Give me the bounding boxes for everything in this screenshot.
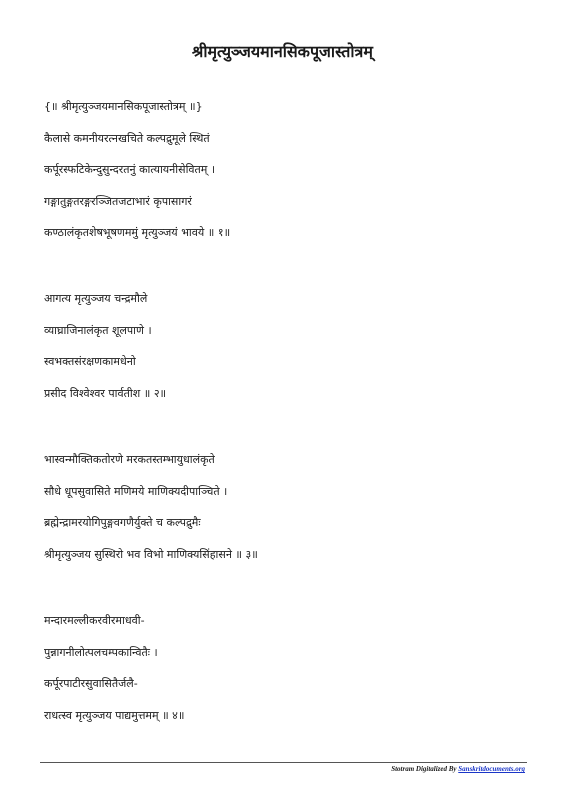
footer-prefix: Stotram Digitalized By [391,765,459,773]
verse-line: प्रसीद विश्वेश्वर पार्वतीश ॥ २॥ [44,386,167,400]
sanskritdocuments-link[interactable]: Sanskritdocuments.org [458,765,525,773]
verse-line: कर्पूरपाटीरसुवासितैर्जलै- [44,677,138,690]
verse-line: कैलासे कमनीयरत्नखचिते कल्पद्रुमूले स्थितं [44,131,210,145]
verse-line: ब्रह्मेन्द्रामरयोगिपुङ्गवगणैर्युक्ते च कल्पद्रुमैः [44,516,201,529]
page-title: श्रीमृत्युञ्जयमानसिकपूजास्तोत्रम् [192,42,373,61]
stanza-4 [44,614,524,740]
verse-line: स्वभक्तसंरक्षणकामधेनो [44,355,136,368]
verse-line: आगत्य मृत्युञ्जय चन्द्रमौले [44,292,148,305]
verse-line: पुन्नागनीलोत्पलचम्पकान्वितैः । [44,645,158,659]
verse-line: कण्ठालंकृतशेषभूषणममुं मृत्युञ्जयं भावये ॥ १॥ [44,226,231,239]
footer-divider [40,762,527,763]
verse-line: {॥ श्रीमृत्युञ्जयमानसिकपूजास्तोत्रम् ॥} [44,100,203,113]
stanza-2 [44,292,524,418]
verse-line: गङ्गातुङ्गतरङ्गरञ्जितजटाभारं कृपासागरं [44,194,192,208]
verse-line: सौधे धूपसुवासिते मणिमये माणिक्यदीपाञ्चिते । [44,484,228,498]
verse-line: श्रीमृत्युञ्जय सुस्थिरो भव विभो माणिक्यसिंहासने ॥ ३॥ [44,547,258,561]
footer-credit [391,765,525,773]
stanza-1 [44,100,524,258]
verse-line: मन्दारमल्लीकरवीरमाधवी- [44,614,145,627]
verse-line: भास्वन्मौक्तिकतोरणे मरकतस्तम्भायुधालंकृते [44,453,215,466]
stanza-3 [44,453,524,579]
verse-line: व्याघ्राजिनालंकृत शूलपाणे । [44,323,152,337]
verse-line: राधत्स्व मृत्युञ्जय पाद्यमुत्तमम् ॥ ४॥ [44,708,185,722]
verse-line: कर्पूरस्फटिकेन्दुसुन्दरतनुं कात्यायनीसेवितम् । [44,163,216,176]
